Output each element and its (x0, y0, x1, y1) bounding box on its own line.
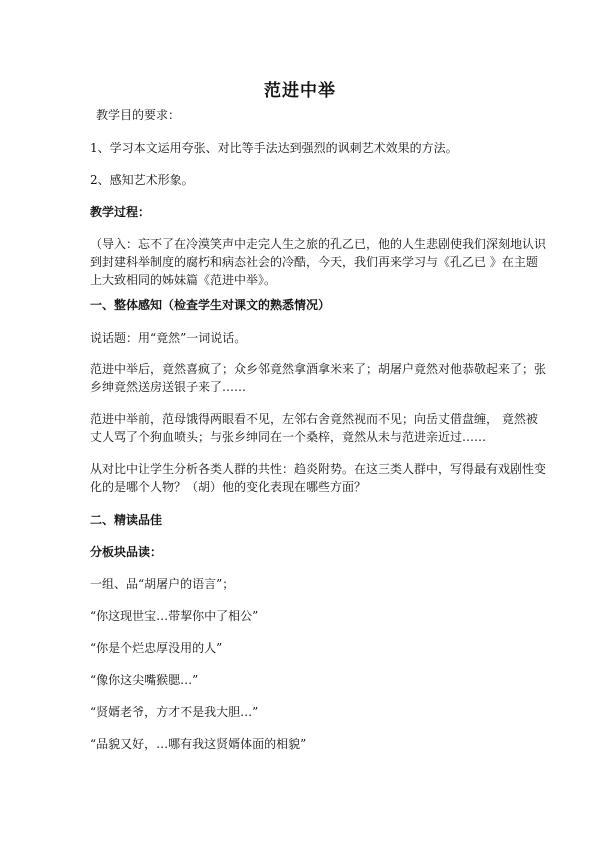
section-1-heading: 一、整体感知（检查学生对课文的熟悉情况） (90, 298, 331, 312)
block-reading: 分板块品读： (90, 545, 163, 559)
objectives-heading: 教学目的要求： (96, 108, 181, 122)
intro-line-1: （导入：忘不了在冷漠笑声中走完人生之旅的孔乙已，他的人生悲剧使我们深刻地认识 (90, 237, 547, 251)
intro-line-3: 上大致相同的姊妹篇《范进中举》。 (90, 273, 277, 287)
page-title: 范进中举 (264, 81, 336, 101)
intro-line-2: 到封建科举制度的腐朽和病态社会的冷酷，今天，我们再来学习与《孔乙已 》在主题 (90, 255, 538, 269)
objective-2: 2、感知艺术形象。 (90, 173, 194, 187)
contrast-line-1: 从对比中让学生分析各类人群的共性：趋炎附势。在这三类人群中，写得最有戏剧性变 (90, 462, 547, 476)
contrast-line-2: 化的是哪个人物？（胡）他的变化表现在哪些方面？ (90, 480, 367, 494)
before-line-1: 范进中举前，范母饿得两眼看不见，左邻右舍竟然视而不见；向岳丈借盘缠， 竟然被 (90, 412, 538, 426)
quote-5: “品貌又好，…哪有我这贤婿体面的相貌” (90, 737, 307, 751)
after-line-2: 乡绅竟然送房送银子来了…… (90, 380, 247, 394)
group-1: 一组、品“胡屠户的语言”； (90, 577, 235, 591)
quote-4: “贤婿老爷，方才不是我大胆…” (90, 705, 259, 719)
objective-1: 1、学习本文运用夸张、对比等手法达到强烈的讽刺艺术效果的方法。 (90, 141, 458, 155)
before-line-2: 丈人骂了个狗血喷头；与张乡绅同在一个桑梓，竟然从未与范进亲近过…… (90, 430, 487, 444)
after-line-1: 范进中举后，竟然喜疯了；众乡邻竟然拿酒拿米来了；胡屠户竟然对他恭敬起来了；张 (90, 362, 547, 376)
quote-1: “你这现世宝…带挈你中了相公” (90, 609, 259, 623)
quote-3: “像你这尖嘴猴腮…” (90, 673, 199, 687)
speaking-task: 说话题：用“竟然”一词说话。 (90, 331, 247, 345)
quote-2: “你是个烂忠厚没用的人” (90, 641, 223, 655)
section-2-heading: 二、精读品佳 (90, 513, 163, 527)
process-heading: 教学过程： (90, 205, 151, 219)
